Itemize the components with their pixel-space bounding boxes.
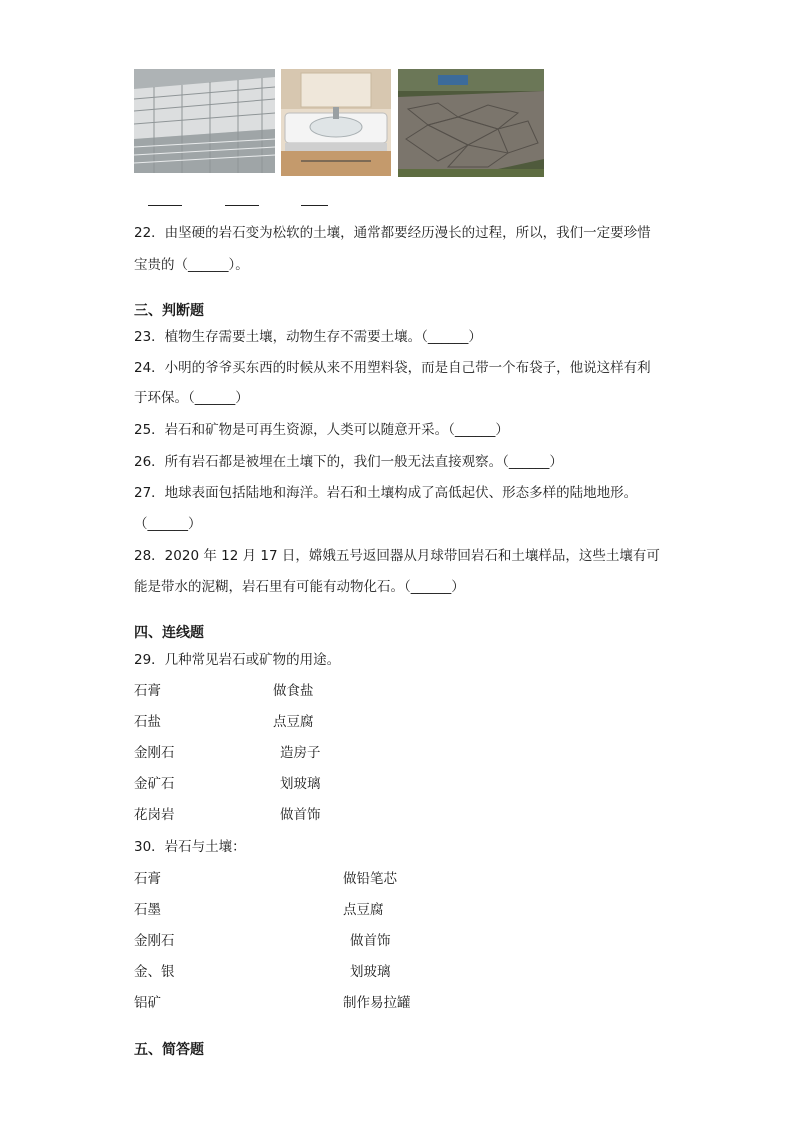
question-28-line-1: 28．2020 年 12 月 17 日，嫦娥五号返回器从月球带回岩石和土壤样品，这些土壤有可	[134, 548, 660, 564]
q29-left-item[interactable]: 石膏	[134, 683, 161, 699]
question-22-line-1: 22．由坚硬的岩石变为松软的土壤，通常都要经历漫长的过程，所以，我们一定要珍惜	[134, 225, 651, 241]
question-24-line-2: 于环保。（______）	[134, 390, 249, 406]
q29-left-item[interactable]: 金矿石	[134, 776, 175, 792]
q30-left-item[interactable]: 石墨	[134, 902, 161, 918]
stone-slabs-photo	[134, 69, 275, 173]
q30-right-item[interactable]: 做首饰	[350, 933, 391, 949]
q30-left-item[interactable]: 金、银	[134, 964, 175, 980]
question-29-title: 29．几种常见岩石或矿物的用途。	[134, 652, 341, 668]
question-22-line-2: 宝贵的（______）。	[134, 257, 249, 273]
q30-left-item[interactable]: 石膏	[134, 871, 161, 887]
marble-sink-photo	[281, 69, 391, 176]
question-23: 23．植物生存需要土壤，动物生存不需要土壤。（______）	[134, 329, 482, 345]
q29-left-item[interactable]: 花岗岩	[134, 807, 175, 823]
q29-right-item[interactable]: 做首饰	[280, 807, 321, 823]
q30-right-item[interactable]: 划玻璃	[350, 964, 391, 980]
section-5-title: 五、简答题	[134, 1042, 204, 1058]
q29-right-item[interactable]: 划玻璃	[280, 776, 321, 792]
q30-right-item[interactable]: 点豆腐	[343, 902, 384, 918]
q30-right-item[interactable]: 做铅笔芯	[343, 871, 397, 887]
q29-right-item[interactable]: 点豆腐	[273, 714, 314, 730]
section-4-title: 四、连线题	[134, 625, 204, 641]
question-25: 25．岩石和矿物是可再生资源，人类可以随意开采。（______）	[134, 422, 509, 438]
question-30-title: 30．岩石与土壤：	[134, 839, 246, 855]
q29-left-item[interactable]: 金刚石	[134, 745, 175, 761]
answer-blank-2[interactable]	[225, 205, 259, 206]
q29-left-item[interactable]: 石盐	[134, 714, 161, 730]
q29-right-item[interactable]: 造房子	[280, 745, 321, 761]
question-26: 26．所有岩石都是被埋在土壤下的，我们一般无法直接观察。（______）	[134, 454, 563, 470]
question-24-line-1: 24．小明的爷爷买东西的时候从来不用塑料袋，而是自己带一个布袋子，他说这样有利	[134, 360, 651, 376]
question-27-line-2: （______）	[134, 516, 202, 532]
q30-right-item[interactable]: 制作易拉罐	[343, 995, 411, 1011]
stone-patio-photo	[398, 69, 544, 177]
question-28-line-2: 能是带水的泥糊，岩石里有可能有动物化石。（______）	[134, 579, 465, 595]
q29-right-item[interactable]: 做食盐	[273, 683, 314, 699]
answer-blank-1[interactable]	[148, 205, 182, 206]
answer-blank-3[interactable]	[301, 205, 328, 206]
section-3-title: 三、判断题	[134, 303, 204, 319]
q30-left-item[interactable]: 金刚石	[134, 933, 175, 949]
question-27-line-1: 27．地球表面包括陆地和海洋。岩石和土壤构成了高低起伏、形态多样的陆地地形。	[134, 485, 638, 501]
q30-left-item[interactable]: 铝矿	[134, 995, 161, 1011]
